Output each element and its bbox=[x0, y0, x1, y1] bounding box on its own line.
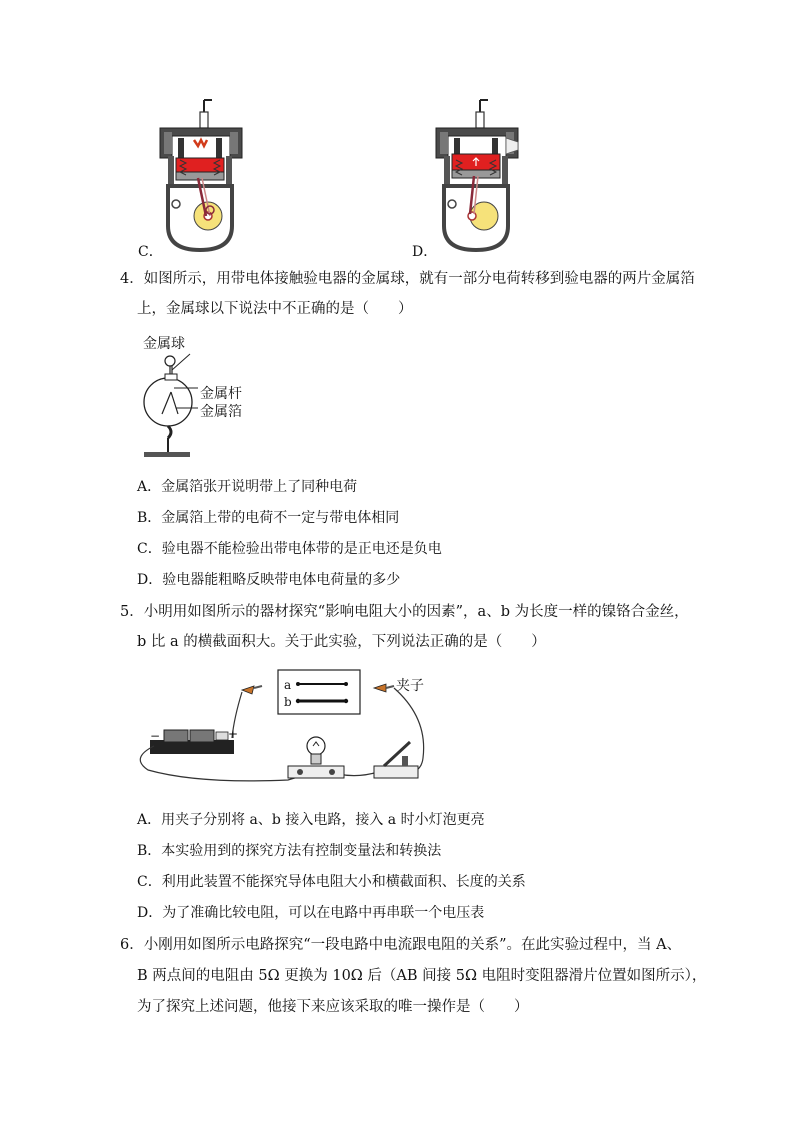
q4-option-d: D．验电器能粗略反映带电体电荷量的多少 bbox=[137, 572, 401, 588]
wire-b-label: b bbox=[284, 695, 292, 709]
q5-option-d: D．为了准确比较电阻，可以在电路中再串联一个电压表 bbox=[137, 905, 485, 921]
q4-option-a: A．金属箔张开说明带上了同种电荷 bbox=[137, 479, 358, 495]
q5-stem-line2: b 比 a 的横截面积大。关于此实验，下列说法正确的是（ ） bbox=[137, 634, 546, 650]
q5-option-c: C．利用此装置不能探究导体电阻大小和横截面积、长度的关系 bbox=[137, 874, 526, 890]
foil-label: 金属箔 bbox=[200, 404, 242, 420]
q6-stem-line3: 为了探究上述问题，他接下来应该采取的唯一操作是（ ） bbox=[137, 999, 529, 1015]
battery-minus-label: − bbox=[150, 729, 161, 743]
battery-plus-label: + bbox=[228, 727, 239, 741]
figure-c-label: C． bbox=[138, 244, 163, 260]
q6-stem-line1: 6．小刚用如图所示电路探究“一段电路中电流跟电阻的关系”。在此实验过程中，当 A、 bbox=[120, 937, 682, 953]
q6-stem-line2: B 两点间的电阻由 5Ω 更换为 10Ω 后（AB 间接 5Ω 电阻时变阻器滑片位置如图所示）， bbox=[137, 968, 707, 984]
engine-figure-c bbox=[150, 98, 250, 258]
q5-stem-line1: 5．小明用如图所示的器材探究“影响电阻大小的因素”，a、b 为长度一样的镍铬合金丝， bbox=[120, 604, 689, 620]
figure-d-label: D． bbox=[412, 244, 438, 260]
q4-stem-line1: 4．如图所示，用带电体接触验电器的金属球，就有一部分电荷转移到验电器的两片金属箔 bbox=[120, 271, 695, 287]
q4-option-b: B．金属箔上带的电荷不一定与带电体相同 bbox=[137, 510, 400, 526]
q5-option-a: A．用夹子分别将 a、b 接入电路，接入 a 时小灯泡更亮 bbox=[137, 812, 485, 828]
ball-label: 金属球 bbox=[143, 336, 185, 352]
rod-label: 金属杆 bbox=[200, 386, 242, 402]
q4-option-c: C．验电器不能检验出带电体带的是正电还是负电 bbox=[137, 541, 442, 557]
clip-label: 夹子 bbox=[396, 678, 424, 694]
q4-stem-line2: 上，金属球以下说法中不正确的是（ ） bbox=[137, 301, 413, 317]
wire-a-label: a bbox=[284, 678, 292, 692]
q5-option-b: B．本实验用到的探究方法有控制变量法和转换法 bbox=[137, 843, 442, 859]
engine-figure-d bbox=[426, 98, 526, 258]
